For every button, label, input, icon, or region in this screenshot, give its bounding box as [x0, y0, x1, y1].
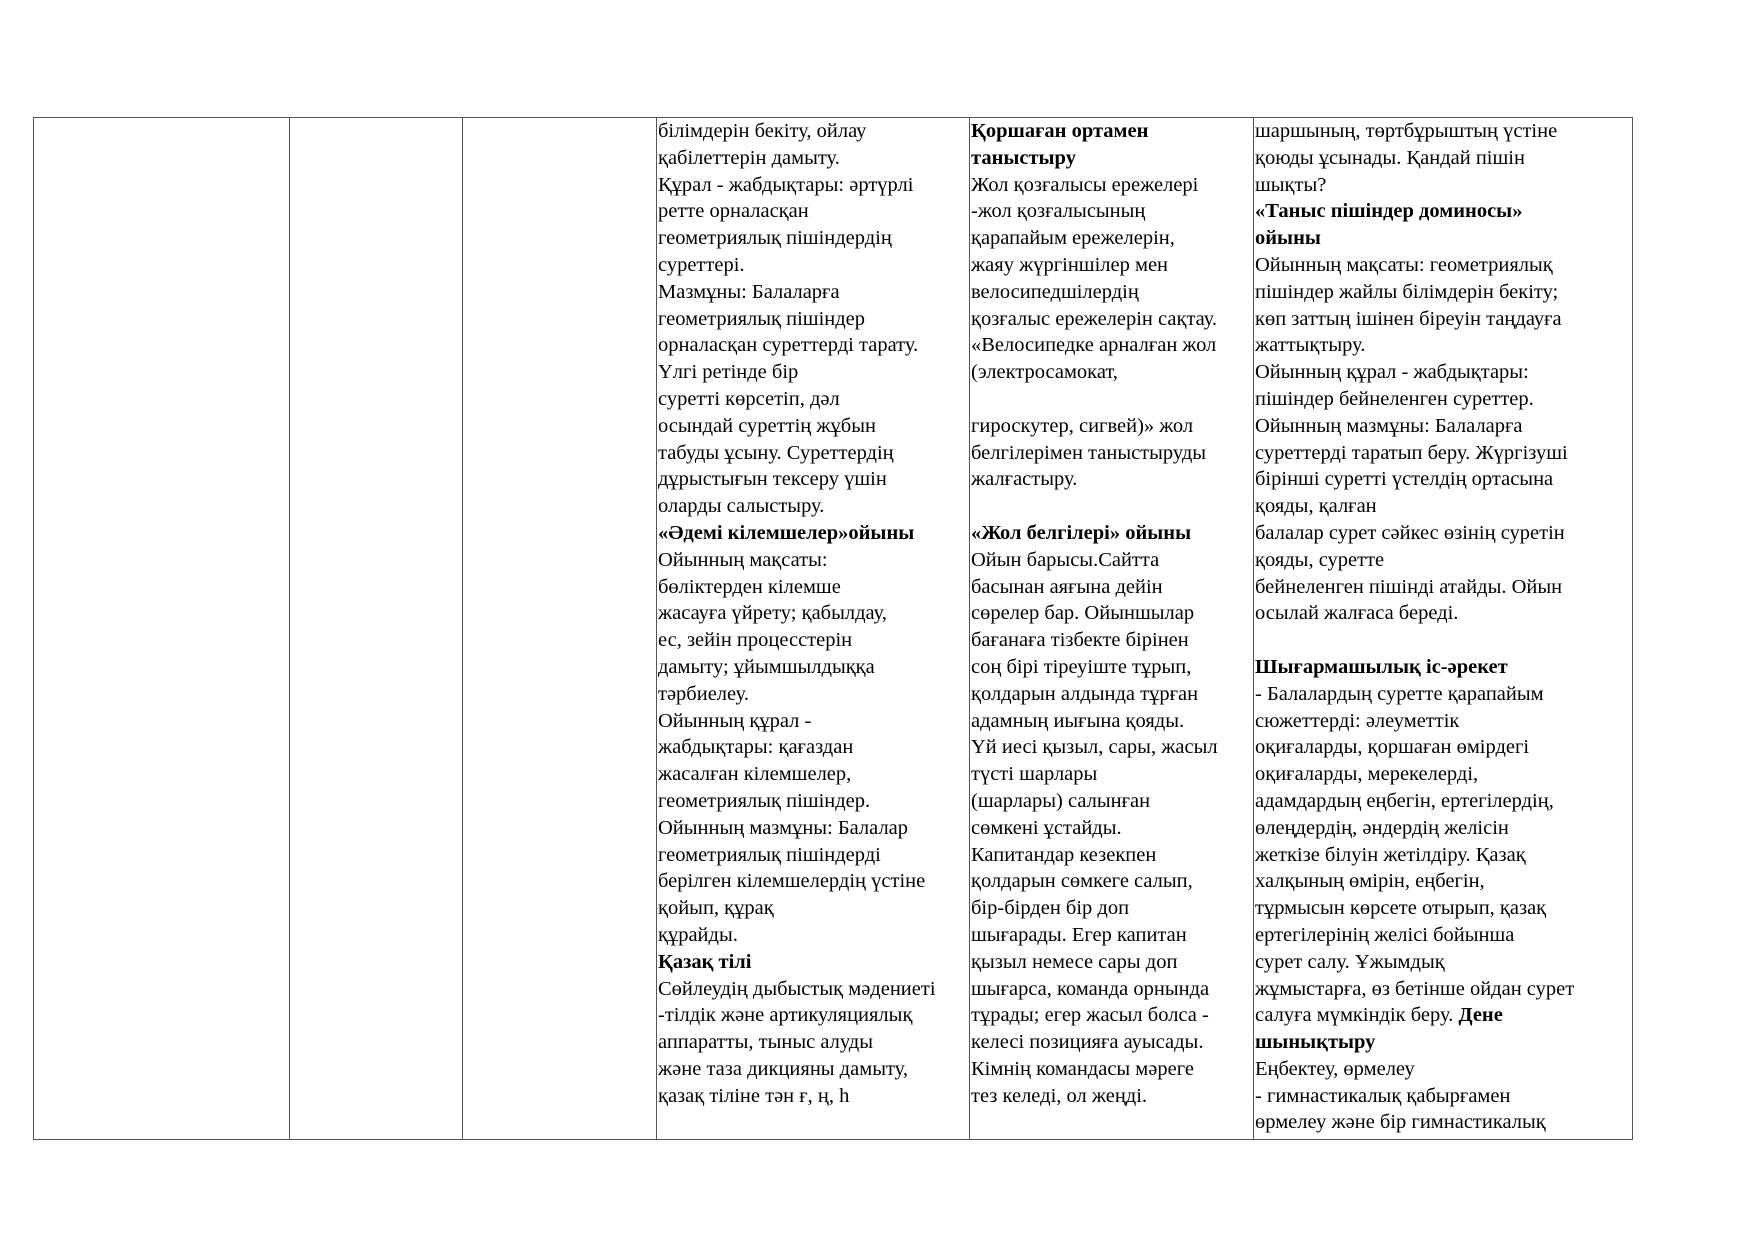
- text-line: [971, 279, 1253, 306]
- text-line: [1255, 868, 1632, 895]
- text-line-content: жұмыстарға, өз бетінше ойдан сурет: [1255, 977, 1575, 1000]
- text-line-content: шаршының, төртбұрыштың үстіне: [1255, 120, 1558, 142]
- text-line: [658, 145, 969, 172]
- text-line: [1255, 734, 1632, 761]
- text-line: [1255, 681, 1632, 708]
- text-line: [971, 654, 1253, 681]
- text-line-content: жаттықтыру.: [1255, 334, 1366, 357]
- text-line-content: оқиғаларды, мерекелерді,: [1255, 763, 1479, 786]
- text-line: [658, 198, 969, 225]
- text-line: [971, 627, 1253, 654]
- text-line-content: бірінші суретті үстелдің ортасына: [1255, 468, 1554, 491]
- text-line: [1255, 306, 1632, 333]
- text-line-content: қолдарын сөмкеге салып,: [971, 870, 1193, 893]
- text-line-content: орналасқан суреттерді тарату.: [658, 334, 919, 357]
- text-line-content: адамның иығына қояды.: [971, 709, 1185, 732]
- text-line-content: шынықтыру: [1255, 1031, 1376, 1054]
- text-line-content: соң бірі тіреуіште тұрып,: [971, 655, 1192, 678]
- text-line: [971, 1029, 1253, 1056]
- text-line: [1255, 1029, 1632, 1056]
- text-line: [971, 440, 1253, 467]
- text-line: [1255, 413, 1632, 440]
- text-line-content: Еңбектеу, өрмелеу: [1255, 1057, 1415, 1080]
- text-line: [658, 172, 969, 199]
- text-line: [1255, 708, 1632, 735]
- text-line: [971, 493, 1253, 520]
- text-line: [1255, 574, 1632, 601]
- text-line: [1255, 252, 1632, 279]
- text-line-content: Үй иесі қызыл, сары, жасыл: [971, 736, 1218, 759]
- text-line-content: ертегілерінің желісі бойынша: [1255, 923, 1515, 946]
- text-line-content: Мазмұны: Балаларға: [658, 280, 840, 303]
- text-line-content: жасалған кілемшелер,: [658, 763, 852, 786]
- text-line-content: келесі позицияға ауысады.: [971, 1031, 1204, 1054]
- text-line: [971, 332, 1253, 359]
- text-line-content: «Жол белгілері» ойыны: [971, 521, 1192, 544]
- text-line: [658, 279, 969, 306]
- text-line-content: оларды салыстыру.: [658, 495, 825, 518]
- text-line: [1255, 788, 1632, 815]
- text-line-content: бағанаға тізбекте бірінен: [971, 629, 1189, 652]
- text-line: [658, 493, 969, 520]
- text-line-content: таныстыру: [971, 146, 1076, 169]
- text-line-content: Ойынның мақсаты:: [658, 548, 828, 571]
- text-line-content: сюжеттерді: әлеуметтік: [1255, 709, 1460, 732]
- text-line: [658, 734, 969, 761]
- text-line: [1255, 225, 1632, 252]
- text-line: [1255, 654, 1632, 681]
- text-line-content: дамыту; ұйымшылдыққа: [658, 655, 875, 678]
- text-line-content: ретте орналасқан: [658, 200, 809, 223]
- text-line-content: аппаратты, тыныс алуды: [658, 1031, 873, 1054]
- text-line-content: пішіндер жайлы білімдерін бекіту;: [1255, 280, 1559, 303]
- text-line: [658, 574, 969, 601]
- text-line-content: Капитандар кезекпен: [971, 843, 1157, 866]
- text-line: [1255, 359, 1632, 386]
- text-line: [658, 466, 969, 493]
- text-line-content: Ойынның құрал -: [658, 709, 812, 732]
- table-cell-col2: [290, 118, 463, 1140]
- text-line: [658, 413, 969, 440]
- text-line: [971, 976, 1253, 1003]
- text-line-content: (электросамокат,: [971, 361, 1118, 384]
- text-line: [1255, 815, 1632, 842]
- text-line: [971, 868, 1253, 895]
- text-line: [971, 413, 1253, 440]
- text-line: [1255, 332, 1632, 359]
- text-line-content: қолдарын алдында тұрған: [971, 682, 1199, 705]
- text-line-content: тез келеді, ол жеңді.: [971, 1084, 1148, 1107]
- text-line-content: суреттерді таратып беру. Жүргізуші: [1255, 441, 1568, 464]
- text-line: [658, 1002, 969, 1029]
- text-line-content: осылай жалғаса береді.: [1255, 602, 1459, 625]
- text-line-content: -тілдік және артикуляциялық: [658, 1004, 913, 1027]
- text-line: [971, 788, 1253, 815]
- text-line-bold-tail: Дене: [1458, 1004, 1503, 1027]
- text-line: [1255, 145, 1632, 172]
- text-line: [1255, 172, 1632, 199]
- text-line-content: геометриялық пішіндер.: [658, 789, 871, 812]
- text-line-content: бейнеленген пішінді атайды. Ойын: [1255, 575, 1563, 598]
- text-line: [1255, 1083, 1632, 1110]
- text-line: [658, 895, 969, 922]
- table-cell-col1: [34, 118, 290, 1140]
- text-line-content: қойып, құрақ: [658, 897, 774, 920]
- text-line: [658, 359, 969, 386]
- text-line-content: сөмкені ұстайды.: [971, 816, 1122, 839]
- text-line: [658, 708, 969, 735]
- text-line: [971, 1056, 1253, 1083]
- text-line-content: «Әдемі кілемшелер»ойыны: [658, 521, 915, 544]
- text-line: [658, 627, 969, 654]
- text-line-content: Құрал - жабдықтары: әртүрлі: [658, 173, 914, 196]
- text-line: [658, 976, 969, 1003]
- text-line-content: өлеңдердің, әндердің желісін: [1255, 816, 1509, 839]
- text-line: [658, 600, 969, 627]
- text-line-content: осындай суреттің жұбын: [658, 414, 876, 437]
- text-line: [658, 225, 969, 252]
- text-line: [1255, 922, 1632, 949]
- text-line-content: тұрады; егер жасыл болса -: [971, 1004, 1209, 1027]
- text-line-content: дұрыстығын тексеру үшін: [658, 468, 887, 491]
- text-line: [971, 306, 1253, 333]
- text-line-content: -жол қозғалысының: [971, 200, 1146, 223]
- text-line-content: адамдардың еңбегін, ертегілердің,: [1255, 789, 1554, 812]
- text-line: [1255, 949, 1632, 976]
- text-line: [1255, 976, 1632, 1003]
- text-line-content: ес, зейін процесстерін: [658, 629, 853, 652]
- text-line: [658, 1083, 969, 1110]
- text-line-content: оқиғаларды, қоршаған өмірдегі: [1255, 736, 1530, 759]
- text-line: [971, 922, 1253, 949]
- text-line: [658, 922, 969, 949]
- text-line: [971, 118, 1253, 145]
- text-line: [658, 815, 969, 842]
- text-line-content: «Велосипедке арналған жол: [971, 334, 1217, 357]
- text-line: [658, 386, 969, 413]
- text-line-content: суреттері.: [658, 253, 745, 276]
- text-line: [1255, 1002, 1632, 1029]
- text-line: [1255, 842, 1632, 869]
- text-line-content: қояды, қалған: [1255, 495, 1377, 518]
- text-line: [658, 332, 969, 359]
- text-line: [971, 520, 1253, 547]
- table-cell-col6: [1254, 118, 1633, 1140]
- text-line: [658, 1029, 969, 1056]
- text-line: [971, 681, 1253, 708]
- text-line-content: шығарады. Егер капитан: [971, 923, 1187, 946]
- text-line-content: шығарса, команда орнында: [971, 977, 1210, 1000]
- text-line: [971, 574, 1253, 601]
- text-line-content: сөрелер бар. Ойыншылар: [971, 602, 1195, 625]
- text-line: [658, 306, 969, 333]
- text-line-content: қозғалыс ережелерін сақтау.: [971, 307, 1218, 330]
- text-line-content: бір-бірден бір доп: [971, 897, 1130, 920]
- text-line: [1255, 386, 1632, 413]
- text-line-content: (шарлары) салынған: [971, 789, 1151, 812]
- text-line-content: және таза дикцияны дамыту,: [658, 1057, 908, 1080]
- text-line: [1255, 547, 1632, 574]
- text-line: [1255, 493, 1632, 520]
- text-line: [658, 949, 969, 976]
- text-line-content: Қоршаған ортамен: [971, 120, 1149, 142]
- text-line: [1255, 1056, 1632, 1083]
- text-line-content: - гимнастикалық қабырғамен: [1255, 1084, 1511, 1107]
- text-line: [658, 1056, 969, 1083]
- text-line-content: сурет салу. Ұжымдық: [1255, 950, 1445, 973]
- table-cell-col3: [463, 118, 657, 1140]
- text-line-content: қоюды ұсынады. Қандай пішін: [1255, 146, 1525, 169]
- text-line-content: Ойынның мазмұны: Балаларға: [1255, 414, 1523, 437]
- text-line: [971, 949, 1253, 976]
- text-line-content: халқының өмірін, еңбегін,: [1255, 870, 1485, 893]
- text-line: [658, 547, 969, 574]
- text-line-content: көп заттың ішінен біреуін таңдауға: [1255, 307, 1562, 330]
- text-line-content: жаяу жүргіншілер мен: [971, 253, 1169, 276]
- text-line-content: Сөйлеудің дыбыстық мәдениеті: [658, 977, 936, 1000]
- text-line-content: суретті көрсетіп, дәл: [658, 387, 840, 410]
- text-line-content: пішіндер бейнеленген суреттер.: [1255, 387, 1534, 410]
- text-line: [971, 386, 1253, 413]
- text-line: [658, 118, 969, 145]
- text-line-content: жасауға үйрету; қабылдау,: [658, 602, 887, 625]
- text-line-content: қарапайым ережелерін,: [971, 227, 1175, 250]
- text-line: [971, 225, 1253, 252]
- text-line-content: берілген кілемшелердің үстіне: [658, 870, 926, 893]
- text-line-content: «Таныс пішіндер доминосы»: [1255, 200, 1523, 223]
- text-line-content: салуға мүмкіндік беру.: [1255, 1004, 1454, 1027]
- text-line-content: геометриялық пішіндердің: [658, 227, 892, 250]
- text-line: [658, 681, 969, 708]
- table-cell-col4: [657, 118, 970, 1140]
- text-line: [658, 842, 969, 869]
- text-line-content: өрмелеу және бір гимнастикалық: [1255, 1111, 1546, 1134]
- text-line: [1255, 118, 1632, 145]
- text-line-content: Ойын барысы.Сайтта: [971, 548, 1160, 571]
- text-line: [971, 734, 1253, 761]
- text-line: [658, 440, 969, 467]
- text-line: [971, 1083, 1253, 1110]
- text-line: [971, 466, 1253, 493]
- text-line-content: ойыны: [1255, 227, 1321, 250]
- text-line-content: жалғастыру.: [971, 468, 1078, 491]
- table-cell-col5: [970, 118, 1254, 1140]
- text-line: [971, 359, 1253, 386]
- text-line: [658, 761, 969, 788]
- text-line: [1255, 895, 1632, 922]
- text-line-content: Ойынның мақсаты: геометриялық: [1255, 253, 1553, 276]
- text-line: [971, 145, 1253, 172]
- text-line: [658, 654, 969, 681]
- text-line-content: шықты?: [1255, 173, 1327, 196]
- text-line: [971, 708, 1253, 735]
- text-line-content: геометриялық пішіндерді: [658, 843, 881, 866]
- table-row: [34, 118, 1633, 1140]
- text-line-content: басынан аяғына дейін: [971, 575, 1163, 598]
- text-line: [971, 842, 1253, 869]
- text-line-content: Шығармашылық іс-әрекет: [1255, 655, 1508, 678]
- text-line-content: құрайды.: [658, 923, 738, 946]
- text-line: [1255, 279, 1632, 306]
- text-line-content: геометриялық пішіндер: [658, 307, 866, 330]
- text-line: [1255, 627, 1632, 654]
- text-line: [971, 761, 1253, 788]
- text-line: [1255, 198, 1632, 225]
- text-line: [1255, 761, 1632, 788]
- text-line: [971, 895, 1253, 922]
- text-line-content: Қазақ тілі: [658, 950, 752, 973]
- text-line-content: қояды, суретте: [1255, 548, 1385, 571]
- text-line: [1255, 1109, 1632, 1136]
- text-line-content: бөліктерден кілемше: [658, 575, 841, 598]
- text-line-content: білімдерін бекіту, ойлау: [658, 120, 867, 142]
- text-line-content: түсті шарлары: [971, 763, 1098, 786]
- text-line-content: Үлгі ретінде бір: [658, 361, 799, 384]
- text-line-content: Жол қозғалысы ережелері: [971, 173, 1199, 196]
- text-line-content: қабілеттерін дамыту.: [658, 146, 840, 169]
- text-line: [971, 815, 1253, 842]
- text-line: [971, 172, 1253, 199]
- text-line-content: тәрбиелеу.: [658, 682, 749, 705]
- text-line-content: жеткізе білуін жетілдіру. Қазақ: [1255, 843, 1526, 866]
- text-line-content: тұрмысын көрсете отырып, қазақ: [1255, 897, 1547, 920]
- text-line-content: балалар сурет сәйкес өзінің суретін: [1255, 521, 1565, 544]
- text-line: [971, 547, 1253, 574]
- text-line: [1255, 440, 1632, 467]
- text-line: [971, 1002, 1253, 1029]
- text-line-content: Ойынның мазмұны: Балалар: [658, 816, 909, 839]
- text-line: [658, 868, 969, 895]
- text-line-content: Кімнің командасы мәреге: [971, 1057, 1194, 1080]
- text-line: [971, 252, 1253, 279]
- text-line: [1255, 520, 1632, 547]
- text-line-content: жабдықтары: қағаздан: [658, 736, 854, 759]
- text-line-content: қызыл немесе сары доп: [971, 950, 1178, 973]
- text-line-content: табуды ұсыну. Суреттердің: [658, 441, 894, 464]
- text-line: [1255, 466, 1632, 493]
- document-table: [33, 117, 1633, 1140]
- text-line: [971, 198, 1253, 225]
- text-line-content: қазақ тіліне тән ғ, ң, һ: [658, 1084, 850, 1107]
- text-line: [658, 520, 969, 547]
- text-line-content: гироскутер, сигвей)» жол: [971, 414, 1194, 437]
- text-line: [658, 252, 969, 279]
- text-line-content: белгілерімен таныстыруды: [971, 441, 1207, 464]
- text-line: [658, 788, 969, 815]
- text-line-content: велосипедшілердің: [971, 280, 1139, 303]
- text-line-content: - Балалардың суретте қарапайым: [1255, 682, 1544, 705]
- text-line: [971, 600, 1253, 627]
- text-line: [1255, 600, 1632, 627]
- text-line-content: Ойынның құрал - жабдықтары:: [1255, 361, 1529, 384]
